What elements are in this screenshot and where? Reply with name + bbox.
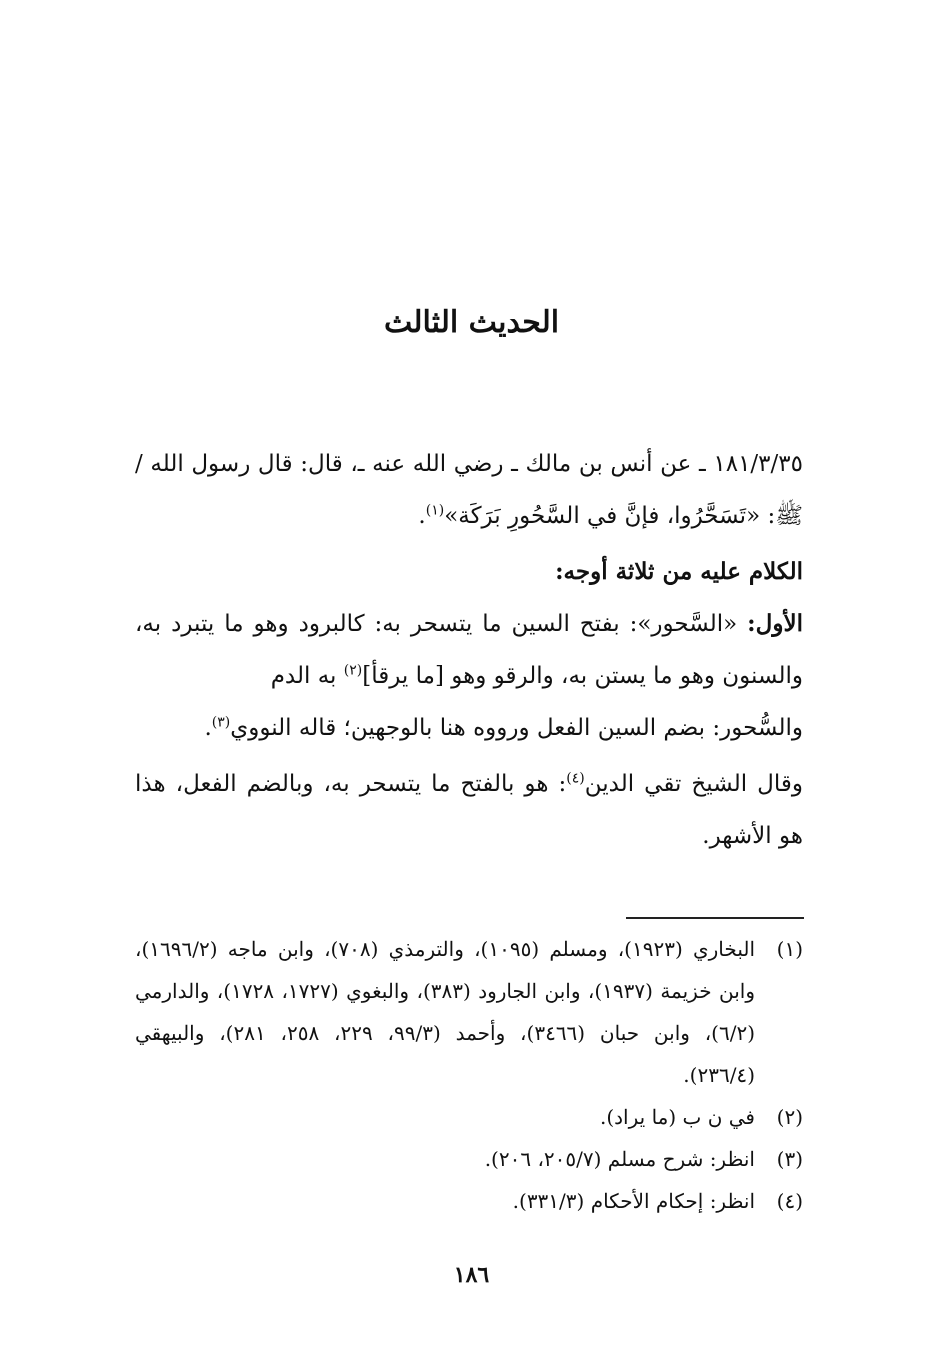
footnote-ref-1: (١) [425, 502, 445, 519]
footnote-text: في ن ب (ما يراد). [599, 1105, 755, 1129]
footnote-ref-2: (٢) [343, 662, 363, 679]
main-text [135, 438, 803, 862]
first-aspect-text-end: به الدم [270, 663, 344, 689]
footnote-text: انظر: شرح مسلم (٢٠٥/٧، ٢٠٦). [484, 1147, 755, 1171]
footnote-number: (٢) [776, 1105, 803, 1129]
suhur-text: والسُّحور: بضم السين الفعل ورووه هنا بالوجهين؛ قاله النووي [230, 715, 803, 741]
footnote-number: (٣) [776, 1147, 803, 1171]
footnote-ref-4: (٤) [566, 770, 585, 787]
footnote-number: (١) [776, 937, 803, 961]
taqi-text-end: : هو بالفتح ما يتسحر به، وبالضم الفعل، هذا هو الأشهر. [135, 771, 803, 849]
suhur-end: . [204, 715, 212, 741]
hadith-end: . [418, 503, 426, 529]
page-number: ١٨٦ [453, 1262, 490, 1288]
footnote-item [135, 1180, 803, 1222]
suhur-paragraph [135, 702, 803, 754]
footnote-item [135, 1138, 803, 1180]
footnote-item [135, 1096, 803, 1138]
hadith-text: ١٨١/٣/٣٥ ـ عن أنس بن مالك ـ رضي الله عنه ـ، قال: قال رسول الله / ﷺ: «تَسَحَّرُوا، فإنَّ في السَّحُورِ بَرَكَة» [135, 451, 803, 529]
footnote-text: انظر: إحكام الأحكام (٣٣١/٣). [512, 1189, 755, 1213]
footnote-number: (٤) [776, 1189, 803, 1213]
page-title: الحديث الثالث [383, 305, 560, 340]
first-aspect-paragraph [135, 598, 803, 702]
first-aspect-text: «السَّحور»: بفتح السين ما يتسحر به: كالبرود وهو ما يتبرد به، والسنون وهو ما يستن به، والرقو وهو [ما يرقأ] [135, 611, 803, 689]
taqi-paragraph [135, 758, 803, 862]
taqi-text: وقال الشيخ تقي الدين [584, 771, 803, 797]
footnote-ref-3: (٣) [211, 714, 231, 731]
discussion-intro: الكلام عليه من ثلاثة أوجه: [555, 558, 803, 585]
hadith-paragraph [135, 438, 803, 542]
footnotes [135, 928, 803, 1222]
first-aspect-lead: الأول: [747, 610, 803, 637]
footnote-divider [626, 917, 804, 919]
footnote-text: البخاري (١٩٢٣)، ومسلم (١٠٩٥)، والترمذي (٧٠٨)، وابن ماجه (١٦٩٦/٢)، وابن خزيمة (١٩٣٧)، وابن الجارود (٣٨٣)، والبغوي (١٧٢٧، ١٧٢٨)، والدارمي (٦/٢)، وابن حبان (٣٤٦٦)، وأحمد (٩٩/٣، ٢٢٩، ٢٥٨، ٢٨١)، والبيهقي (٢٣٦/٤). [135, 937, 756, 1087]
footnote-item [135, 928, 803, 1096]
